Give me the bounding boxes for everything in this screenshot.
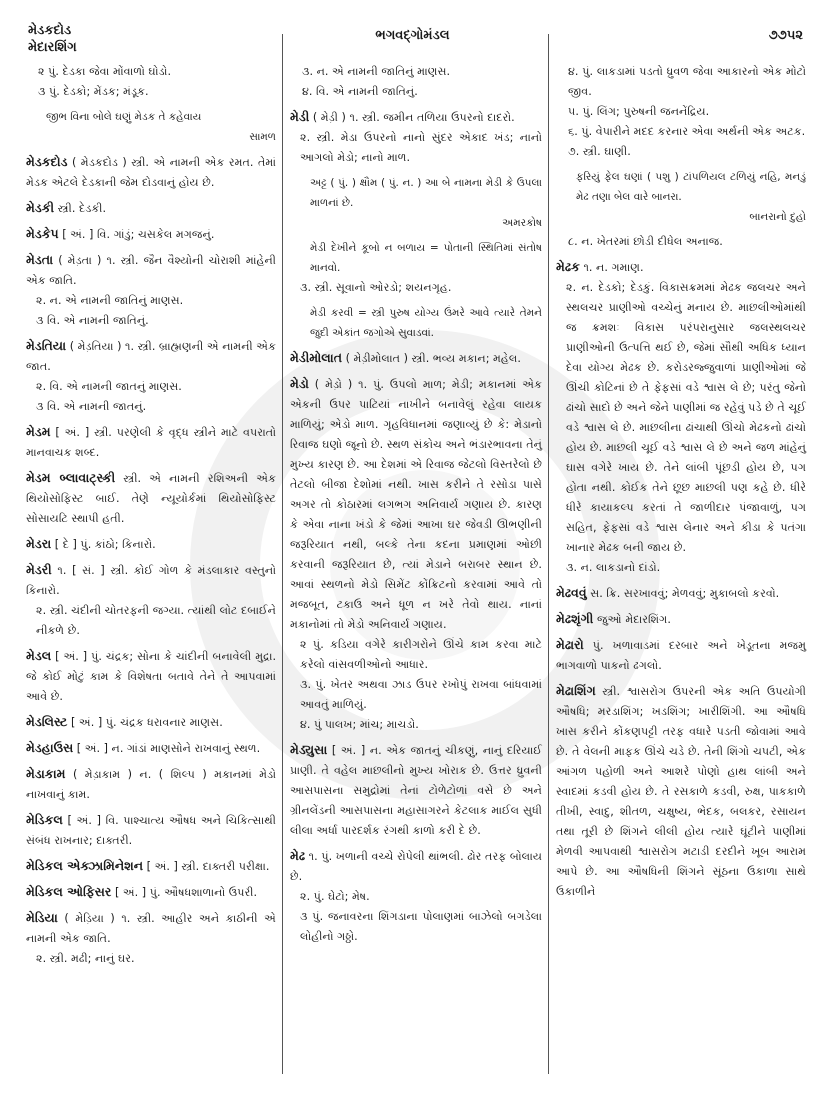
dictionary-entry [290,62,542,102]
entry-headword: મેડતા [26,252,54,267]
dictionary-entry [290,374,542,735]
entry-headword: મેડતિયા [26,338,67,353]
entry-definition: ( મેડ઼ીમોલાત ) સ્ત્રી. ભવ્ય મકાન; મહેલ. [345,352,521,365]
entry-headword: મેડમ [26,424,51,439]
entry-definition: ૧. ન. ગમાણ. [583,261,644,274]
entry-definition: સ્ત્રી. શ્વાસરોગ ઉપરની એક અતિ ઉપયોગી ઔષધિ; મરડાશિંગ; ખડશિંગ; ખારીશિંગી. આ ઔષધિ ખાસ કરીને કોંકણપટ્ટી તરફ વધારે પડતી જોવામાં આવે છે. તે વેલની માફક ઊંચે ચડે છે. તેની શિંગો ચપટી, એક આંગળ પહોળી અને આશરે પોણો હાથ લાંબી અને સ્વાદમાં કડવી હોય છે. તે રસકાળે કડવી, રુક્ષ, પાકકાળે તીખી, સ્વાદુ, શીતળ, ચક્ષુષ્ય, ભેદક, બલકર, રસાયન તથા તૂરી છે શિંગને લીલી હોય ત્યારે ઘૂંટીને પાણીમાં મેળવી આપવાથી શ્વાસરોગ મટાડી દરદીને ખૂબ આરામ આપે છે. આ ઔષધિની શિંગને સૂંઠના ઉકાળા સાથે ઉકાળીને [556,685,806,898]
entry-sense: ૨. સ્ત્રી. ચંદીની ચોતરફની જગ્યા. ત્યાંથી લોટ દબાઈને નીકળે છે. [36,604,276,637]
entry-sense: ૩ પું. જનાવરના શિંગડાના પોલાણમાં બાઝેલો બગડેલા લોહીનો ગઠ્ઠો. [300,910,542,943]
entry-sense-line: ૮. ન. ખેતરમાં છોડી દીધેલ અનાજ. [568,235,723,248]
column-left [26,62,276,974]
dictionary-entry [26,882,276,903]
dictionary-entry [26,908,276,969]
entry-definition: જુઓ મેદારશિંગ. [596,613,671,626]
entry-sense: ૨ પું. કડિયા વગેરે કારીગરોને ઊંચે કામ કરવા માટે કરેલો વાંસવળીઓનો આધાર. [300,638,542,671]
entry-sense-line: ૫. પું. લિંગ; પુરુષની જનનેંદ્રિય. [568,105,710,118]
entry-headword: મેડકેપ [26,226,59,241]
entry-definition: [ દે ] પું. કાંઠો; કિનારો. [54,538,156,551]
entry-quotation: મેડી કરવી = સ્ત્રી પુરુષ યોગ્ય ઉંમરે આવે ત્યારે તેમને જુદી એકાંત જગોએ સુવાડવાં. [310,307,542,339]
entry-definition: સ્ત્રી. દેડકી. [57,202,107,215]
entry-definition: ( મેડ઼ાકામ ) ન. ( શિલ્પ ) મકાનમાં મેડો નાખવાનું કામ. [26,768,276,801]
entry-sense: ૩ વિ. એ નામની જાતિનું. [36,314,149,327]
page-header [0,22,825,62]
entry-quotation: જીભ વિના બોલે ઘણું મેડક તે કહેવાય [46,111,202,123]
dictionary-entry [26,107,276,147]
dictionary-entry [26,250,276,331]
entry-definition: ( મેડ઼ી ) ૧. સ્ત્રી. જમીન તળિયા ઉપરનો દાદરો. [312,111,515,124]
dictionary-entry [26,560,276,641]
dictionary-entry [26,152,276,193]
guide-word-first: મેડકદોડ [28,23,72,38]
entry-sense: ૨. વિ. એ નામની જાતનું માણસ. [36,380,182,393]
entry-sense: ૨. ન. દેડકો; દેડકું. વિકાસક્રમમાં મેઢક જલચર અને સ્થલચર પ્રાણીઓ વચ્ચેનું મનાય છે. માછલીઓમાંથી જ ક્રમશઃ વિકાસ પરંપરાનુસાર જલસ્થલચર પ્રાણીઓની ઉત્પત્તિ થઈ છે, જેમાં સૌથી અધિક ધ્યાન દેવા યોગ્ય મેઢક છે. કરોડરજ્જુવાળાં પ્રાણીઓમાં જે ઊંચી કોટિનાં છે તે ફેફસાં વડે શ્વાસ લે છે; પરંતુ જેનો ઢાંચો સાદો છે અને જેને પાણીમાં જ રહેવું પડે છે તે ચૂઈ વડે શ્વાસ લે છે. માછલીના ઢાંચાથી ઊંચો મેઢકનો ઢાંચો હોય છે. માછલી ચૂઈ વડે શ્વાસ લે છે અને જળ માંહેનું ઘાસ વગેરે ખાય છે. તેને લાંબી પૂંછડી હોય છે, પગ હોતા નથી. કોઈક તેને છૂછ માછલી પણ કહે છે. ધીરે ધીરે કાયાકલ્પ કરતાં તે જાળીદાર પંજાવાળું, પગ સહિત, ફેફસાં વડે શ્વાસ લેનાર અને કીડા કે પતંગા ખાનાર મેઢક બની જાય છે. [566,281,806,554]
entry-definition: [ અં. ] વિ. ગાંડું; ચસકેલ મગજનું. [62,228,215,241]
dictionary-entry [26,534,276,555]
entry-definition: ( મેડકદોડ ) સ્ત્રી. એ નામની એક રમત. તેમાં મેડક એટલે દેડકાની જેમ દોડવાનું હોય છે. [26,156,277,189]
column-middle [290,62,542,952]
entry-headword: મેડમ બ્લાવાટ્સ્કી [26,470,116,485]
dictionary-entry [26,62,276,102]
dictionary-entry [26,712,276,733]
entry-headword: મેડરા [26,536,52,551]
entry-sense: ૩. પું. ખેતર અથવા ઝાડ ઉપર રખોપું રાખવા બાંધવામાં આવતું માળિયું. [300,678,542,711]
entry-headword: મેડિકલ ઓફિસર [26,884,112,899]
dictionary-entry [26,738,276,759]
entry-headword: મેઢશૃંગી [556,611,594,626]
entry-headword: મેડ્યુસા [290,742,328,757]
entry-definition: [ અં. ] ન. એક જાતનું ચીકણું, નાનું દરિયાઈ પ્રાણી. તે વહેલ માછલીનો મુખ્ય ખોરાક છે. ઉત્તર ધ્રુવની આસપાસના સમુદ્રોમાં તેનાં ટોળેટોળાં વસે છે અને ગ્રીનલેંડની આસપાસના મહાસાગરને કેટલાક માઈલ સુધી લીલા અર્ધા પારદર્શક રંગથી કાળો કરી દે છે. [290,744,542,837]
entry-sense-line: ૪. પું. લાકડામાં પડતો ધ્રુવળ જેવા આકારનો એક મોટો જીવ. [568,65,806,98]
entry-headword: મેડો [290,376,309,391]
entry-quotation: અટ્ટ ( પું. ) ક્ષૌમ ( પું. ન. ) આ બે નામના મેડી કે ઉપલા માળનાં છે. [310,177,542,209]
dictionary-entry [26,468,276,529]
entry-headword: મેડાકામ [26,766,66,781]
dictionary-entry [26,224,276,245]
entry-sense-line: ૨ પું. દેડકા જેવા મોંવાળો ઘોડો. [38,65,172,78]
entry-headword: મેડિકલ એક્ઝામિનેશન [26,858,144,873]
dictionary-entry [26,422,276,463]
dictionary-entry [556,62,806,162]
entry-definition: સ્ત્રી. એ નામની રશિઅની એક થિયોસોફિસ્ટ બાઈ. તેણે ન્યૂયોર્કમાં થિયોસોફિસ્ટ સોસાયટિ સ્થાપી હતી. [26,472,276,525]
entry-sense: ૨. સ્ત્રી. મઢી; નાનું ઘર. [36,952,135,965]
entry-sense: ૨. સ્ત્રી. મેડા ઉપરનો નાનો સુંદર એકાદ ખંડ; નાનો આગલો મેડો; નાનો માળ. [300,131,542,164]
entry-sense-line: ૭. સ્ત્રી. ઘાણી. [568,145,631,158]
entry-headword: મેડિકલ [26,812,63,827]
entry-quotation: ફરિયું ફેલ ઘણાં ( પશુ ) ટાંપળિયલ ટળિયું નહિ, મનડું મેઢ તણા બેલ વારે બાનરા. [576,171,806,203]
quotation-source: બાનરાનો દુહો [749,211,806,223]
dictionary-entry [290,107,542,168]
dictionary-columns [0,62,825,1092]
dictionary-entry [26,198,276,219]
dictionary-entry [556,635,806,676]
entry-sense-line: ૩ પું. દેડકો; મેંડક; મંડૂક. [38,85,149,98]
dictionary-entry [556,167,806,227]
book-title: ભગવદ્ગોમંડલ [375,28,450,43]
entry-sense: ૨. પું. ઘેટો; મેષ. [300,890,370,903]
entry-definition: ૧. પું. ખળાની વચ્ચે રોપેલી થાંભલી. ઢોર તરફ બોલાય છે. [290,850,542,883]
quotation-source: સામળ [249,131,276,143]
page-number: ૭૭૫૨ [768,28,803,43]
dictionary-entry [556,681,806,902]
dictionary-entry [26,856,276,877]
entry-definition: ( મેડ઼તિયા ) ૧. સ્ત્રી. બ્રાહ્મણની એ નામની એક જાત. [26,340,277,373]
dictionary-entry [290,348,542,369]
dictionary-entry [290,303,542,343]
dictionary-entry [290,238,542,298]
entry-sense-line: ૪. વિ. એ નામની જાતિનું. [302,85,418,98]
entry-definition: [ અં. ] પું. ઔષધશાળાનો ઉપરી. [114,886,258,899]
dictionary-entry [556,232,806,252]
entry-headword: મેડકી [26,200,55,215]
entry-definition: સ. ક્રિ. સરખાવવું; મેળવવું; મુકાબલો કરવો. [590,587,780,600]
entry-headword: મેડકદોડ [26,154,68,169]
entry-headword: મેઢ [290,848,306,863]
dictionary-entry [290,173,542,233]
entry-sense: ૩. સ્ત્રી. સૂવાનો ઓરડો; શયનગૃહ. [300,281,452,294]
dictionary-entry [556,583,806,604]
entry-sense-line: ૬. પું. વેપારીને મદદ કરનાર એવા અર્થની એક અટક. [568,125,806,138]
entry-definition: [ અં. ] પું. ચંદ્રક ધરાવનાર માણસ. [71,716,223,729]
entry-headword: મેડિયા [26,910,58,925]
entry-definition: [ અં. ] પું. ચંદ્રક; સોના કે ચાંદીની બનાવેલી મુદ્રા. જે કોઈ મોટું કામ કે વિશેષતા બતાવે તેને તે આપવામાં આવે છે. [26,650,276,703]
entry-sense: ૨. ન. એ નામની જાતિનું માણસ. [36,294,184,307]
entry-headword: મેડી [290,109,310,124]
dictionary-entry [26,336,276,417]
entry-definition: પું. ખળાવાડમાં દરબાર અને ખેડૂતના મજમુ ભાગવાળો પાકનો ઢગલો. [556,639,806,672]
entry-headword: મેડલ [26,648,52,663]
dictionary-entry [26,764,276,805]
entry-headword: મેડહાઉસ [26,740,74,755]
entry-headword: મેઢાશિંગ [556,683,596,698]
entry-headword: મેઢક [556,259,580,274]
entry-headword: મેડરી [26,562,52,577]
entry-definition: [ અં. ] સ્ત્રી. દાક્તરી પરીક્ષા. [146,860,270,873]
dictionary-entry [556,609,806,630]
dictionary-entry [26,646,276,707]
entry-headword: મેડલિસ્ટ [26,714,68,729]
entry-quotation: મેડી દેખીને કૂબો ન બળાય = પોતાની સ્થિતિમાં સંતોષ માનવો. [310,242,542,274]
entry-sense: ૩ વિ. એ નામની જાતનું. [36,400,147,413]
entry-definition: [ અં. ] સ્ત્રી. પરણેલી કે વૃદ્ધ સ્ત્રીને માટે વપરાતો માનવાચક શબ્દ. [26,426,276,459]
entry-sense-line: ૩. ન. એ નામની જાતિનું માણસ. [302,65,451,78]
column-right [556,62,806,907]
entry-definition: ૧. [ સં. ] સ્ત્રી. કોઈ ગોળ કે મંડલાકાર વસ્તુનો કિનારો. [26,564,276,597]
entry-headword: મેઢારો [556,637,584,652]
dictionary-entry [290,846,542,947]
dictionary-entry [26,810,276,851]
entry-definition: [ અં. ] વિ. પાશ્ચાત્ય ઔષધ અને ચિકિત્સાથી સંબંધ રાખનાર; દાક્તરી. [26,814,276,847]
entry-sense: ૩. ન. લાકડાનો દાંડો. [566,561,661,574]
entry-definition: ( મેડ઼તા ) ૧. સ્ત્રી. જૈન વૈશ્યોની ચોરાશી માંહેની એક જાતિ. [26,254,277,287]
dictionary-entry [290,740,542,841]
entry-definition: ( મેડ઼ો ) ૧. પું. ઉપલો માળ; મેડી; મકાનમાં એક એકની ઉપર પાટિયાં નાખીને બનાવેલું રહેવા લાયક માળિયું; એડો માળ. ગૃહવિધાનમાં જણાવ્યું છે કે: મેડાનો રિવાજ ઘણો જૂનો છે. સ્થળ સંકોચ અને ભંડારભાવના તેનું મુખ્ય કારણ છે. આ દેશમાં એ રિવાજ જેટલો વિસ્તરેલો છે તેટલો બીજા દેશોમાં નથી. ખાસ કરીને તે રસોડા પાસે અગર તો કોઠારમાં લગભગ અનિવાર્ય ગણાય છે. કારણ કે એવા નાના ખંડો કે જેમાં આખા ઘર જેવડી ઊભણીની જરૂરિયાત નથી, બલ્કે તેના કદના પ્રમાણમાં ઓછી કરવાની જરૂરિયાત છે, ત્યાં મેડાને બરાબર સ્થાન છે. આવાં સ્થળનો મેડો સિમેંટ કોંક્રિટનો કરવામાં આવે તો મજબૂત, ટકાઉ અને ધૂળ ન ખરે તેવો થાય. નાનાં મકાનોમાં તો મેડો અનિવાર્ય ગણાય. [290,378,542,631]
entry-definition: [ અં. ] ન. ગાંડાં માણસોને રાખવાનું સ્થળ. [76,742,261,755]
entry-headword: મેઢવવું [556,585,587,600]
entry-headword: મેડીમોલાત [290,350,343,365]
quotation-source: અમરકોષ [502,217,542,229]
guide-word-last: મેદારશિંગ [28,40,77,55]
entry-definition: ( મેડ઼િયા ) ૧. સ્ત્રી. આહીર અને કાઠીની એ નામની એક જાતિ. [26,912,276,945]
dictionary-entry [556,257,806,578]
entry-sense: ૪. પું પાલખ; માંચ; માચડો. [300,718,419,731]
